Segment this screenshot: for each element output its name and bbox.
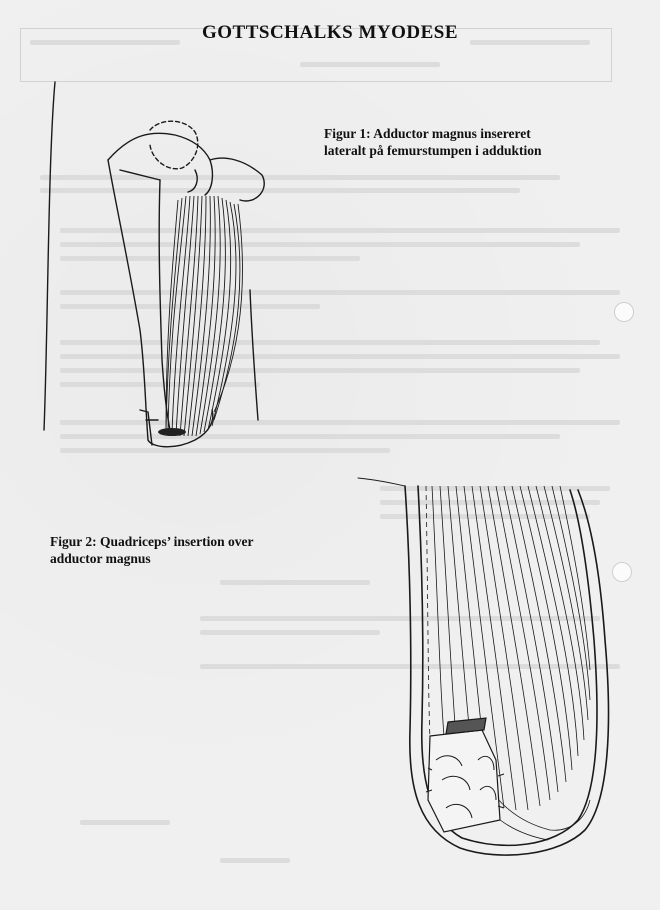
- figure-2-caption-line: adductor magnus: [50, 551, 151, 566]
- document-title: GOTTSCHALKS MYODESE: [201, 22, 459, 43]
- punch-hole: [614, 302, 634, 322]
- figure-1-caption-line: Figur 1: Adductor magnus insereret: [324, 126, 531, 141]
- punch-hole: [612, 562, 632, 582]
- figure-2-caption-line: Figur 2: Quadriceps’ insertion over: [50, 534, 254, 549]
- figure-1-caption-line: lateralt på femurstumpen i adduktion: [324, 143, 542, 158]
- figure-2-caption: [50, 533, 330, 567]
